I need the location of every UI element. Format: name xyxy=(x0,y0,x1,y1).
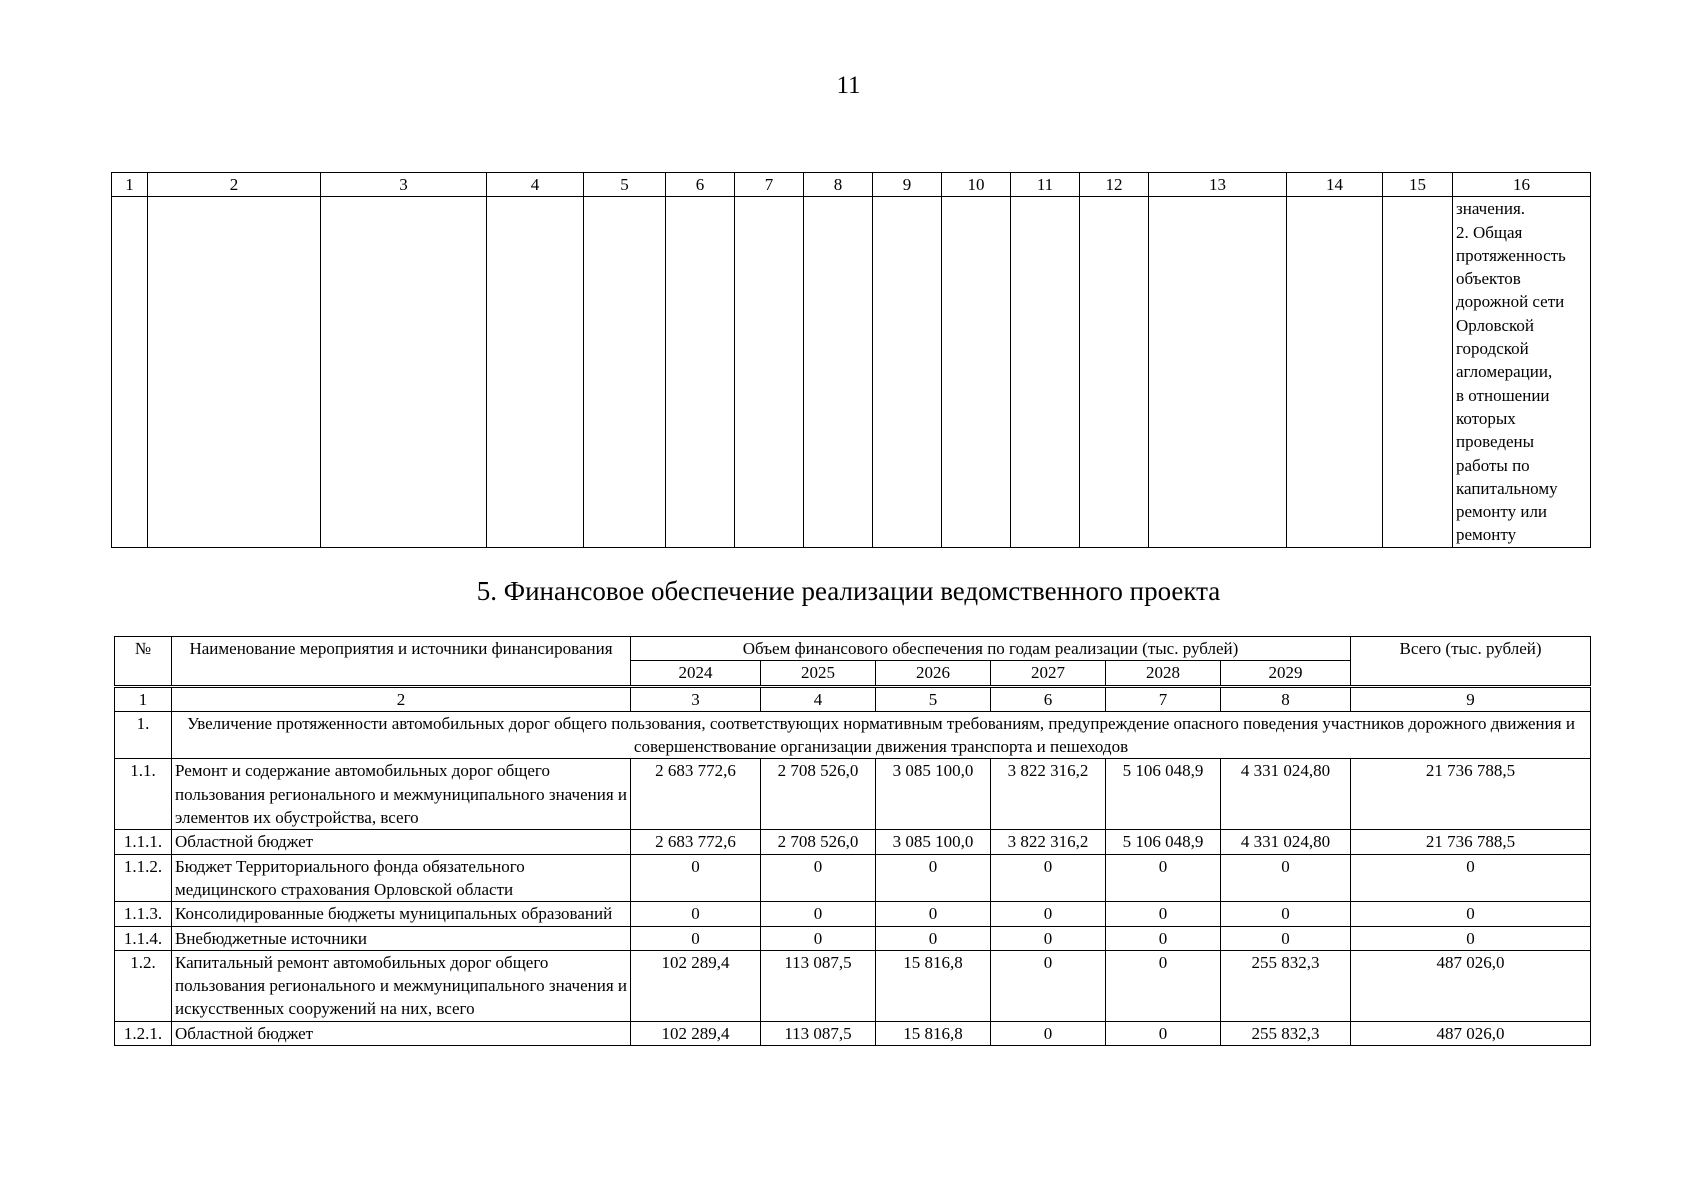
table-row xyxy=(115,926,1591,950)
indicator-text-line: ремонту xyxy=(1456,525,1517,545)
table-row xyxy=(115,950,1591,1021)
value-cell: 255 832,3 xyxy=(1221,1021,1351,1045)
empty-cell xyxy=(148,197,321,547)
value-cell: 255 832,3 xyxy=(1221,950,1351,1021)
column-number: 3 xyxy=(321,173,487,197)
row-name: Бюджет Территориального фонда обязательного медицинского страхования Орловской области xyxy=(172,854,631,902)
section-row xyxy=(115,711,1591,759)
section-number: 1. xyxy=(115,711,172,759)
value-cell: 102 289,4 xyxy=(631,1021,761,1045)
column-number: 12 xyxy=(1080,173,1149,197)
empty-cell xyxy=(321,197,487,547)
finance-header-row xyxy=(115,637,1591,661)
value-cell: 0 xyxy=(761,902,876,926)
indicator-text-line: которых xyxy=(1456,408,1516,428)
indicator-text-line: дорожной сети xyxy=(1456,292,1565,312)
column-number: 1 xyxy=(112,173,148,197)
volume-header: Объем финансового обеспечения по годам реализации (тыс. рублей) xyxy=(631,637,1351,661)
value-cell: 0 xyxy=(991,926,1106,950)
year-header: 2026 xyxy=(876,661,991,686)
value-cell: 0 xyxy=(761,854,876,902)
value-cell: 5 106 048,9 xyxy=(1106,830,1221,854)
row-number: 1.2. xyxy=(115,950,172,1021)
column-number: 6 xyxy=(991,686,1106,711)
value-cell: 0 xyxy=(1106,902,1221,926)
year-header: 2025 xyxy=(761,661,876,686)
row-name: Областной бюджет xyxy=(172,1021,631,1045)
table-row xyxy=(115,902,1591,926)
total-cell: 0 xyxy=(1351,902,1591,926)
finance-table xyxy=(114,636,1591,1046)
row-number: 1.1.2. xyxy=(115,854,172,902)
column-number: 7 xyxy=(1106,686,1221,711)
value-cell: 0 xyxy=(1106,950,1221,1021)
value-cell: 3 085 100,0 xyxy=(876,759,991,830)
continuation-header-row xyxy=(112,173,1591,197)
year-header: 2024 xyxy=(631,661,761,686)
value-cell: 2 683 772,6 xyxy=(631,759,761,830)
column-number: 4 xyxy=(761,686,876,711)
year-header: 2028 xyxy=(1106,661,1221,686)
value-cell: 15 816,8 xyxy=(876,1021,991,1045)
total-cell: 21 736 788,5 xyxy=(1351,830,1591,854)
row-name: Внебюджетные источники xyxy=(172,926,631,950)
indicator-text-line: агломерации, xyxy=(1456,362,1553,382)
empty-cell xyxy=(873,197,942,547)
column-number: 2 xyxy=(148,173,321,197)
year-header: 2029 xyxy=(1221,661,1351,686)
column-number: 6 xyxy=(666,173,735,197)
row-name: Областной бюджет xyxy=(172,830,631,854)
column-number: 16 xyxy=(1453,173,1591,197)
total-cell: 21 736 788,5 xyxy=(1351,759,1591,830)
empty-cell xyxy=(666,197,735,547)
value-cell: 0 xyxy=(991,950,1106,1021)
column-number: 9 xyxy=(1351,686,1591,711)
column-number: 5 xyxy=(584,173,666,197)
column-number: 14 xyxy=(1287,173,1383,197)
value-cell: 0 xyxy=(876,902,991,926)
row-name: Ремонт и содержание автомобильных дорог общего пользования регионального и межмуниципального значения и элементов их обустройства, всего xyxy=(172,759,631,830)
indicator-text-line: протяженность xyxy=(1456,245,1566,265)
value-cell: 0 xyxy=(991,902,1106,926)
column-numbers-row xyxy=(115,686,1591,711)
column-number: 4 xyxy=(487,173,584,197)
empty-cell xyxy=(112,197,148,547)
value-cell: 3 085 100,0 xyxy=(876,830,991,854)
section-title: 5. Финансовое обеспечение реализации ведомственного проекта xyxy=(476,576,1221,606)
row-number: 1.1.4. xyxy=(115,926,172,950)
value-cell: 0 xyxy=(991,1021,1106,1045)
name-header: Наименование мероприятия и источники финансирования xyxy=(172,637,631,687)
indicator-text-line: капитальному xyxy=(1456,478,1558,498)
total-cell: 0 xyxy=(1351,854,1591,902)
value-cell: 5 106 048,9 xyxy=(1106,759,1221,830)
continuation-body-row xyxy=(112,197,1591,547)
empty-cell xyxy=(804,197,873,547)
value-cell: 4 331 024,80 xyxy=(1221,830,1351,854)
value-cell: 0 xyxy=(1221,926,1351,950)
value-cell: 0 xyxy=(991,854,1106,902)
year-header: 2027 xyxy=(991,661,1106,686)
row-number: 1.1. xyxy=(115,759,172,830)
indicator-text-line: проведены xyxy=(1456,432,1535,452)
row-number: 1.1.1. xyxy=(115,830,172,854)
column-number: 9 xyxy=(873,173,942,197)
total-cell: 487 026,0 xyxy=(1351,1021,1591,1045)
column-number: 8 xyxy=(1221,686,1351,711)
indicator-text-line: работы по xyxy=(1456,455,1530,475)
column-number: 7 xyxy=(735,173,804,197)
value-cell: 0 xyxy=(761,926,876,950)
value-cell: 102 289,4 xyxy=(631,950,761,1021)
column-number: 2 xyxy=(172,686,631,711)
value-cell: 0 xyxy=(1106,1021,1221,1045)
column-number: 8 xyxy=(804,173,873,197)
value-cell: 15 816,8 xyxy=(876,950,991,1021)
empty-cell xyxy=(1287,197,1383,547)
total-header: Всего (тыс. рублей) xyxy=(1351,637,1591,687)
value-cell: 0 xyxy=(1106,854,1221,902)
total-cell: 0 xyxy=(1351,926,1591,950)
value-cell: 0 xyxy=(631,902,761,926)
value-cell: 0 xyxy=(876,926,991,950)
continuation-table xyxy=(111,172,1591,548)
empty-cell xyxy=(1080,197,1149,547)
column-number: 1 xyxy=(115,686,172,711)
column-number: 13 xyxy=(1149,173,1287,197)
row-name: Консолидированные бюджеты муниципальных образований xyxy=(172,902,631,926)
indicator-text-line: 2. Общая xyxy=(1456,222,1523,242)
page-number: 11 xyxy=(836,72,861,99)
empty-cell xyxy=(584,197,666,547)
value-cell: 2 708 526,0 xyxy=(761,759,876,830)
number-header: № xyxy=(115,637,172,687)
row-name: Капитальный ремонт автомобильных дорог общего пользования регионального и межмуниципального значения и искусственных сооружений на них, всего xyxy=(172,950,631,1021)
value-cell: 0 xyxy=(1106,926,1221,950)
indicator-text-line: ремонту или xyxy=(1456,502,1548,522)
empty-cell xyxy=(1149,197,1287,547)
column-number: 15 xyxy=(1383,173,1453,197)
indicator-text-cell xyxy=(1453,197,1591,547)
indicator-text-line: объектов xyxy=(1456,269,1521,289)
value-cell: 2 683 772,6 xyxy=(631,830,761,854)
row-number: 1.1.3. xyxy=(115,902,172,926)
indicator-text-line: значения. xyxy=(1456,199,1526,219)
indicator-text-line: в отношении xyxy=(1456,385,1550,405)
value-cell: 0 xyxy=(631,854,761,902)
indicator-text-line: городской xyxy=(1456,339,1529,359)
empty-cell xyxy=(942,197,1011,547)
value-cell: 3 822 316,2 xyxy=(991,759,1106,830)
indicator-text-line: Орловской xyxy=(1456,315,1535,335)
value-cell: 113 087,5 xyxy=(761,1021,876,1045)
empty-cell xyxy=(1011,197,1080,547)
value-cell: 3 822 316,2 xyxy=(991,830,1106,854)
column-number: 3 xyxy=(631,686,761,711)
column-number: 10 xyxy=(942,173,1011,197)
value-cell: 113 087,5 xyxy=(761,950,876,1021)
table-row xyxy=(115,759,1591,830)
value-cell: 0 xyxy=(631,926,761,950)
row-number: 1.2.1. xyxy=(115,1021,172,1045)
column-number: 11 xyxy=(1011,173,1080,197)
value-cell: 2 708 526,0 xyxy=(761,830,876,854)
empty-cell xyxy=(1383,197,1453,547)
empty-cell xyxy=(735,197,804,547)
total-cell: 487 026,0 xyxy=(1351,950,1591,1021)
section-name: Увеличение протяженности автомобильных дорог общего пользования, соответствующих нормативным требованиям, предупреждение опасного поведения участников дорожного движения и совершенствование организации движения транспорта и пешеходов xyxy=(172,711,1591,759)
value-cell: 0 xyxy=(1221,854,1351,902)
column-number: 5 xyxy=(876,686,991,711)
table-row xyxy=(115,830,1591,854)
table-row xyxy=(115,854,1591,902)
value-cell: 0 xyxy=(876,854,991,902)
value-cell: 4 331 024,80 xyxy=(1221,759,1351,830)
empty-cell xyxy=(487,197,584,547)
value-cell: 0 xyxy=(1221,902,1351,926)
table-row xyxy=(115,1021,1591,1045)
